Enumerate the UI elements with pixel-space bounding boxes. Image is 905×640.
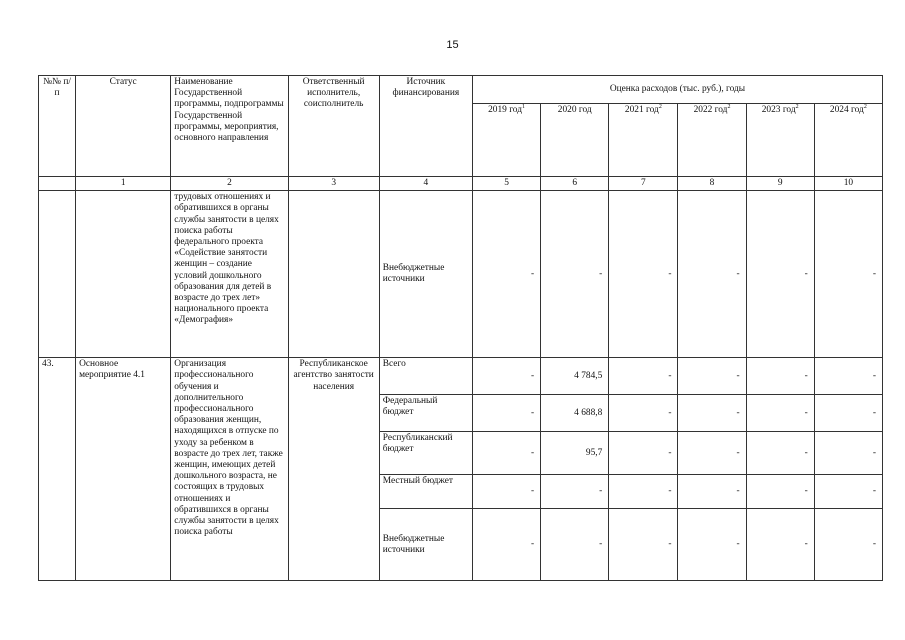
- value-cell: -: [609, 395, 678, 432]
- column-numbers-row: [39, 177, 883, 191]
- header-row: [39, 76, 883, 104]
- col-num: 7: [609, 177, 678, 191]
- header-status: Статус: [76, 76, 171, 177]
- row-responsible: Республиканское агентство занятости населения: [288, 358, 379, 581]
- value-cell: -: [609, 191, 678, 358]
- year-2020: 2020 год: [541, 104, 609, 177]
- col-num: 9: [746, 177, 814, 191]
- col-num: 3: [288, 177, 379, 191]
- table-row: [39, 358, 883, 395]
- source-label: Всего: [379, 358, 472, 395]
- row-status: Основное мероприятие 4.1: [76, 358, 171, 581]
- value-cell: -: [678, 432, 746, 475]
- value-cell: 95,7: [541, 432, 609, 475]
- value-cell: -: [814, 191, 882, 358]
- value-cell: -: [678, 191, 746, 358]
- value-cell: -: [814, 395, 882, 432]
- value-cell: -: [678, 358, 746, 395]
- value-cell: 4 688,8: [541, 395, 609, 432]
- col-num: 6: [541, 177, 609, 191]
- source-label: Республиканский бюджет: [379, 432, 472, 475]
- header-name: Наименование Государственной программы, подпрограммы Государственной программы, мероприятия, основного направления: [171, 76, 288, 177]
- row-name: Организация профессионального обучения и дополнительного профессионального образования женщин, находящихся в отпуске по уходу за ребенком в возрасте до трех лет, также женщин, имеющих детей дошкольного возраста, не состоящих в трудовых отношениях и обратившихся в органы службы занятости в целях поиска работы: [171, 358, 288, 581]
- col-num: 8: [678, 177, 746, 191]
- value-cell: -: [678, 475, 746, 509]
- value-cell: -: [472, 395, 540, 432]
- col-num: 2: [171, 177, 288, 191]
- source-label: Внебюджетные источники: [379, 509, 472, 581]
- value-cell: -: [746, 475, 814, 509]
- col-num: 5: [472, 177, 540, 191]
- value-cell: 4 784,5: [541, 358, 609, 395]
- value-cell: -: [746, 358, 814, 395]
- value-cell: -: [472, 191, 540, 358]
- header-no: №№ п/п: [39, 76, 76, 177]
- value-cell: -: [541, 509, 609, 581]
- value-cell: -: [472, 432, 540, 475]
- year-2019: 2019 год$^1$: [472, 104, 540, 177]
- value-cell: -: [746, 509, 814, 581]
- year-2024: 2024 год$^2$: [814, 104, 882, 177]
- value-cell: -: [746, 191, 814, 358]
- header-responsible: Ответственный исполнитель, соисполнитель: [288, 76, 379, 177]
- value-cell: -: [678, 509, 746, 581]
- value-cell: -: [609, 509, 678, 581]
- value-cell: -: [472, 358, 540, 395]
- value-cell: -: [678, 395, 746, 432]
- value-cell: -: [814, 475, 882, 509]
- continuation-name: трудовых отношениях и обратившихся в органы службы занятости в целях поиска работы федерального проекта «Содействие занятости женщин – создание условий дошкольного образования для детей в возрасте до трех лет» национального проекта «Демография»: [171, 191, 288, 358]
- expense-table: [38, 75, 883, 581]
- value-cell: -: [472, 509, 540, 581]
- year-2022: 2022 год$^2$: [678, 104, 746, 177]
- page-number: 15: [446, 39, 459, 51]
- header-costs: Оценка расходов (тыс. руб.), годы: [472, 76, 882, 104]
- year-2023: 2023 год$^2$: [746, 104, 814, 177]
- value-cell: -: [541, 191, 609, 358]
- value-cell: -: [609, 432, 678, 475]
- table-row: [39, 191, 883, 358]
- value-cell: -: [814, 358, 882, 395]
- value-cell: -: [609, 358, 678, 395]
- row-number: 43.: [39, 358, 76, 581]
- source-label: Местный бюджет: [379, 475, 472, 509]
- value-cell: -: [541, 475, 609, 509]
- col-num: 1: [76, 177, 171, 191]
- header-source: Источник финансирования: [379, 76, 472, 177]
- col-num: 10: [814, 177, 882, 191]
- source-label: Федеральный бюджет: [379, 395, 472, 432]
- value-cell: -: [814, 432, 882, 475]
- value-cell: -: [609, 475, 678, 509]
- value-cell: -: [746, 395, 814, 432]
- value-cell: -: [472, 475, 540, 509]
- value-cell: -: [746, 432, 814, 475]
- continuation-source: Внебюджетные источники: [379, 191, 472, 358]
- col-num: 4: [379, 177, 472, 191]
- value-cell: -: [814, 509, 882, 581]
- year-2021: 2021 год$^2$: [609, 104, 678, 177]
